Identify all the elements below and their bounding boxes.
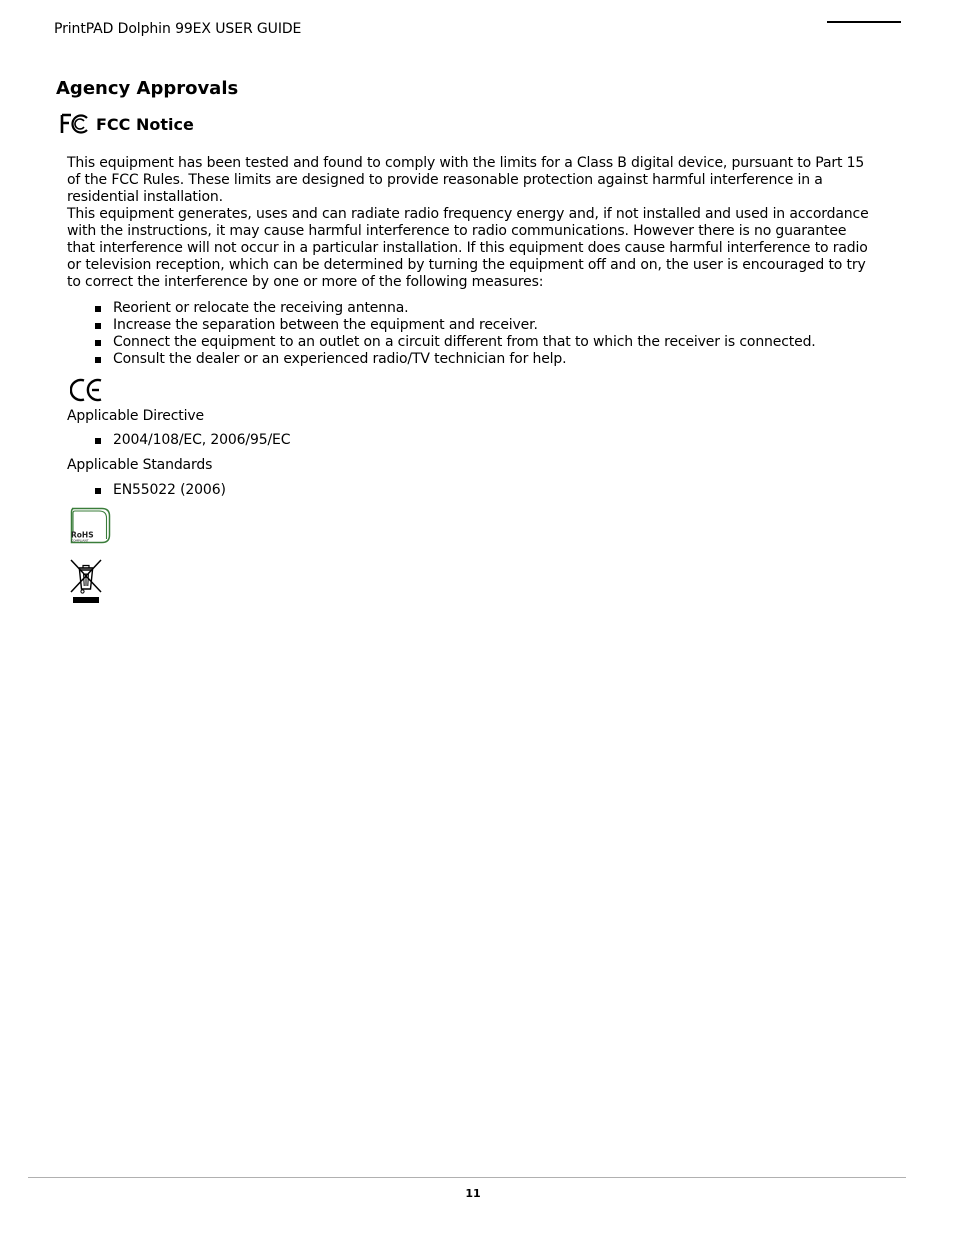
svg-text:RoHS: RoHS (71, 530, 94, 540)
header-rule (827, 21, 901, 23)
list-item (95, 432, 290, 449)
list-item-text: Connect the equipment to an outlet on a circuit different from that to which the receiver is connected. (113, 334, 816, 350)
list-item-text: Increase the separation between the equipment and receiver. (113, 317, 538, 333)
list-item-text: EN55022 (2006) (113, 482, 226, 498)
fcc-paragraph-1: This equipment has been tested and found to comply with the limits for a Class B digital device, pursuant to Part 15 of the FCC Rules. These limits are designed to provide reasonable protection against harmful interference in a residential installation. (67, 155, 865, 205)
list-item-text: 2004/108/EC, 2006/95/EC (113, 432, 291, 448)
bullet-icon (95, 306, 101, 312)
list-item (95, 351, 816, 368)
fcc-paragraph-2: This equipment generates, uses and can radiate radio frequency energy and, if not installed and used in accordance with the instructions, it may cause harmful interference to radio communications. However there is no guarantee that interference will not occur in a particular installation. If this equipment does cause harmful interference to radio or television reception, which can be determined by turning the equipment off and on, the user is encouraged to try to correct the interference by one or more of the following measures: (67, 206, 869, 290)
directives-list (95, 432, 290, 449)
fcc-measures-list (95, 300, 816, 368)
list-item (95, 317, 816, 334)
document-title: PrintPAD Dolphin 99EX USER GUIDE (54, 21, 302, 37)
applicable-directive-label: Applicable Directive (67, 408, 204, 424)
bullet-icon (95, 340, 101, 346)
page-number: 11 (465, 1187, 481, 1200)
list-item-text: Reorient or relocate the receiving antenna. (113, 300, 409, 316)
fcc-logo-icon (60, 113, 90, 135)
fcc-notice-title: FCC Notice (96, 114, 194, 134)
fcc-heading (60, 113, 194, 135)
weee-crossed-bin-icon (69, 558, 103, 606)
svg-text:COMPLIANT: COMPLIANT (71, 538, 89, 543)
bullet-icon (95, 323, 101, 329)
applicable-standards-label: Applicable Standards (67, 457, 213, 473)
bullet-icon (95, 357, 101, 363)
rohs-logo-icon (68, 507, 112, 545)
ce-mark-icon (70, 378, 104, 402)
section-title: Agency Approvals (56, 78, 239, 99)
list-item (95, 334, 816, 351)
list-item-text: Consult the dealer or an experienced radio/TV technician for help. (113, 351, 567, 367)
list-item (95, 300, 816, 317)
bullet-icon (95, 438, 101, 444)
bullet-icon (95, 488, 101, 494)
footer-rule (28, 1177, 906, 1178)
standards-list (95, 482, 226, 499)
list-item (95, 482, 226, 499)
